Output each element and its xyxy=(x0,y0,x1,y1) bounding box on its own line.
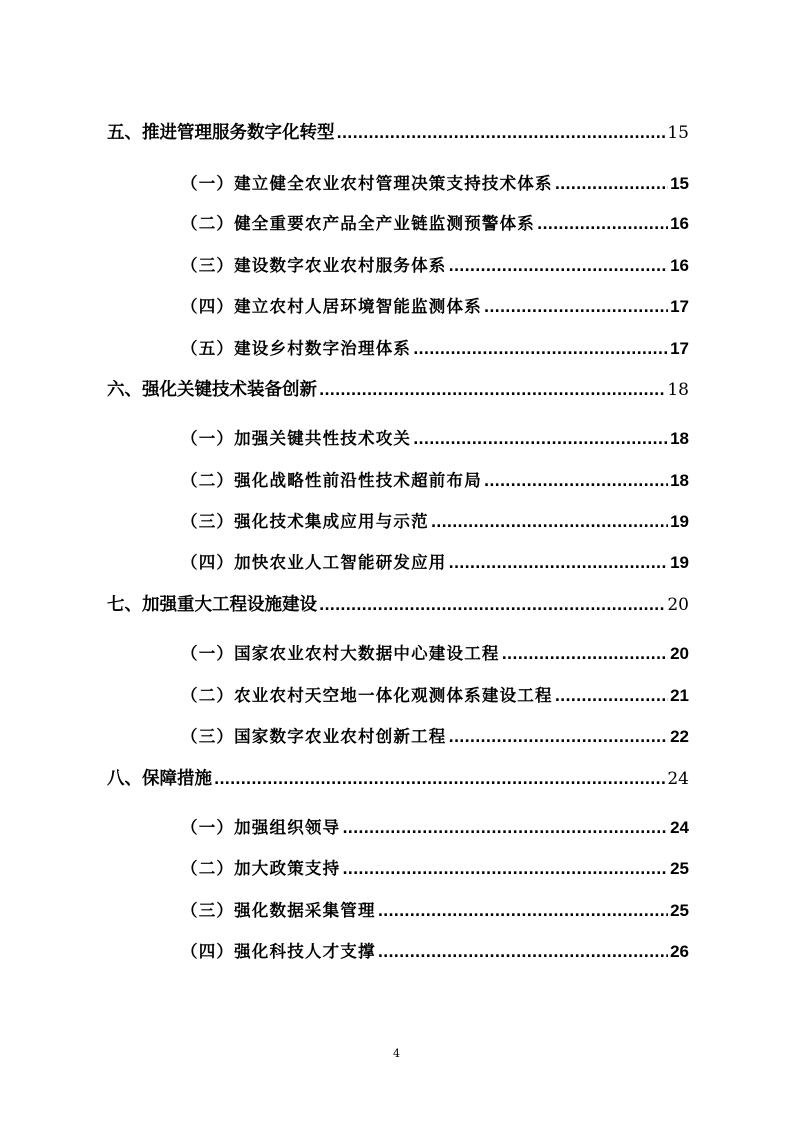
dot-leader xyxy=(537,209,668,239)
toc-entry-title: （一）加强关键共性技术攻关 xyxy=(181,429,412,448)
toc-entry-page: 15 xyxy=(670,174,689,193)
dot-leader xyxy=(342,813,668,843)
toc-entry-7-2[interactable] xyxy=(181,681,689,711)
dot-leader xyxy=(378,896,668,926)
toc-entry-page: 20 xyxy=(670,644,689,663)
toc-entry-page: 19 xyxy=(670,512,689,531)
toc-entry-title: （五）建设乡村数字治理体系 xyxy=(181,339,412,358)
toc-entry-title: 五、推进管理服务数字化转型 xyxy=(107,123,335,143)
toc-entry-title: 八、保障措施 xyxy=(107,769,212,789)
toc-entry-8-1[interactable] xyxy=(181,813,689,843)
toc-entry-section-8[interactable] xyxy=(107,764,689,794)
toc-entry-8-2[interactable] xyxy=(181,854,689,884)
dot-leader xyxy=(413,334,668,364)
dot-leader xyxy=(449,722,669,752)
toc-entry-title: （四）加快农业人工智能研发应用 xyxy=(181,553,447,572)
dot-leader xyxy=(413,424,668,454)
toc-entry-page: 17 xyxy=(670,339,689,358)
toc-entry-title: （三）国家数字农业农村创新工程 xyxy=(181,727,447,746)
toc-entry-page: 24 xyxy=(667,769,689,789)
dot-leader xyxy=(484,466,668,496)
toc-entry-5-5[interactable] xyxy=(181,334,689,364)
toc-entry-title: （一）加强组织领导 xyxy=(181,818,341,837)
toc-entry-6-1[interactable] xyxy=(181,424,689,454)
toc-entry-title: （二）加大政策支持 xyxy=(181,859,341,878)
toc-entry-title: （三）强化技术集成应用与示范 xyxy=(181,512,429,531)
toc-entry-title: （一）建立健全农业农村管理决策支持技术体系 xyxy=(181,174,553,193)
toc-entry-section-6[interactable] xyxy=(107,375,689,405)
toc-entry-6-3[interactable] xyxy=(181,507,689,537)
toc-entry-page: 16 xyxy=(670,256,689,275)
dot-leader xyxy=(502,639,668,669)
dot-leader xyxy=(555,681,668,711)
toc-entry-title: （一）国家农业农村大数据中心建设工程 xyxy=(181,644,500,663)
toc-entry-section-7[interactable] xyxy=(107,590,689,620)
toc-entry-title: 七、加强重大工程设施建设 xyxy=(107,595,317,615)
toc-entry-7-1[interactable] xyxy=(181,639,689,669)
toc-entry-page: 15 xyxy=(667,123,689,143)
dot-leader xyxy=(319,375,665,405)
toc-entry-page: 22 xyxy=(670,727,689,746)
dot-leader xyxy=(378,937,668,967)
dot-leader xyxy=(449,251,669,281)
dot-leader xyxy=(449,548,669,578)
toc-entry-page: 26 xyxy=(670,942,689,961)
toc-entry-page: 16 xyxy=(670,214,689,233)
toc-entry-page: 18 xyxy=(667,380,689,400)
toc-entry-title: （三）建设数字农业农村服务体系 xyxy=(181,256,447,275)
toc-entry-title: （二）健全重要农产品全产业链监测预警体系 xyxy=(181,214,535,233)
toc-entry-6-2[interactable] xyxy=(181,466,689,496)
toc-entry-7-3[interactable] xyxy=(181,722,689,752)
dot-leader xyxy=(484,292,668,322)
dot-leader xyxy=(319,590,665,620)
dot-leader xyxy=(555,169,668,199)
toc-entry-8-4[interactable] xyxy=(181,937,689,967)
toc-entry-page: 17 xyxy=(670,297,689,316)
toc-entry-page: 19 xyxy=(670,553,689,572)
toc-entry-5-1[interactable] xyxy=(181,169,689,199)
toc-entry-title: （四）强化科技人才支撑 xyxy=(181,942,376,961)
toc-entry-5-2[interactable] xyxy=(181,209,689,239)
toc-entry-title: （二）强化战略性前沿性技术超前布局 xyxy=(181,471,482,490)
toc-entry-page: 20 xyxy=(667,595,689,615)
toc-entry-page: 18 xyxy=(670,471,689,490)
toc-entry-title: （四）建立农村人居环境智能监测体系 xyxy=(181,297,482,316)
toc-entry-8-3[interactable] xyxy=(181,896,689,926)
toc-entry-5-3[interactable] xyxy=(181,251,689,281)
dot-leader xyxy=(337,118,666,148)
toc-entry-6-4[interactable] xyxy=(181,548,689,578)
toc-entry-page: 25 xyxy=(670,901,689,920)
toc-entry-title: （三）强化数据采集管理 xyxy=(181,901,376,920)
page-number: 4 xyxy=(393,1047,400,1060)
toc-entry-page: 25 xyxy=(670,859,689,878)
toc-entry-title: 六、强化关键技术装备创新 xyxy=(107,380,317,400)
toc-entry-title: （二）农业农村天空地一体化观测体系建设工程 xyxy=(181,686,553,705)
toc-entry-page: 18 xyxy=(670,429,689,448)
dot-leader xyxy=(342,854,668,884)
toc-entry-5-4[interactable] xyxy=(181,292,689,322)
toc-entry-page: 24 xyxy=(670,818,689,837)
dot-leader xyxy=(214,764,665,794)
dot-leader xyxy=(431,507,668,537)
toc-entry-section-5[interactable] xyxy=(107,118,689,148)
toc-entry-page: 21 xyxy=(670,686,689,705)
